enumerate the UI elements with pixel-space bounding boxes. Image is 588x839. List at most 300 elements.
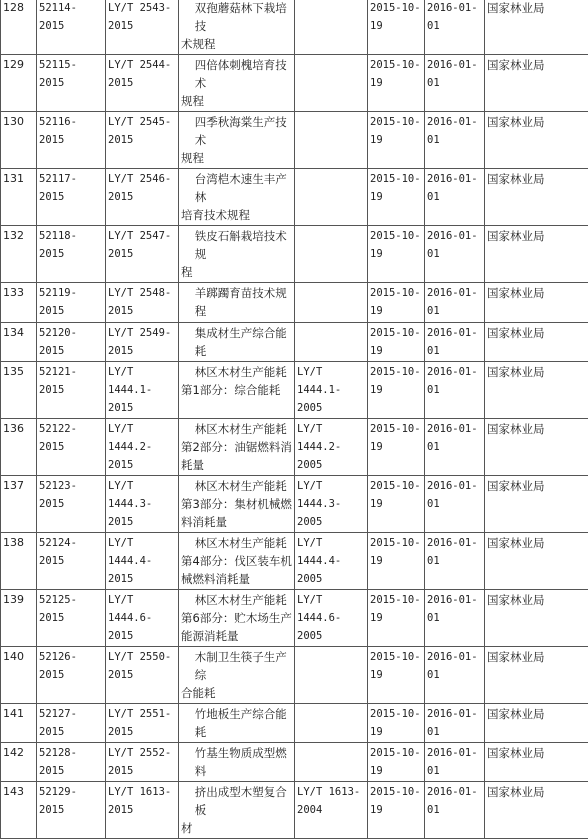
standard-title [179,704,295,743]
standard-number-line: 2015 [108,248,133,260]
implementation-date [425,743,485,782]
plan-code-line: 52119- [39,287,77,299]
department: 国家林业局 [485,743,588,782]
issue-date-line: 2015-10- [370,786,421,798]
replaced-standard-line: LY/T [297,537,322,549]
replaced-standard [295,782,368,839]
replaced-standard-line: LY/T [297,594,322,606]
plan-code [37,323,106,362]
implementation-date-line: 2016-01- [427,747,478,759]
implementation-date-line: 2016-01- [427,480,478,492]
plan-code-line: 2015 [39,77,64,89]
standard-number [106,419,179,476]
replaced-standard-line: 1444.6-2005 [297,612,341,642]
implementation-date [425,0,485,55]
standard-number-line: LY/T 2545- [108,116,171,128]
replaced-standard [295,226,368,283]
table-row [1,704,588,743]
table-row [1,590,588,647]
plan-code [37,704,106,743]
standard-number [106,226,179,283]
plan-code-line: 2015 [39,612,64,624]
table-row [1,533,588,590]
replaced-standard [295,590,368,647]
issue-date-line: 2015-10- [370,116,421,128]
standard-title [179,362,295,419]
implementation-date-line: 01 [427,191,440,203]
implementation-date-line: 01 [427,612,440,624]
standard-title [179,323,295,362]
standard-title-line: 林区木材生产能耗 [181,363,287,381]
standard-title-line: 程 [181,265,193,279]
implementation-date-line: 01 [427,384,440,396]
department: 国家林业局 [485,647,588,704]
issue-date [368,169,425,226]
plan-code-line: 2015 [39,726,64,738]
standard-title-line: 第6部分：贮木场生产 [181,611,292,625]
implementation-date-line: 2016-01- [427,287,478,299]
table-row [1,419,588,476]
implementation-date [425,533,485,590]
replaced-standard [295,419,368,476]
plan-code-line: 52121- [39,366,77,378]
implementation-date [425,476,485,533]
standard-number [106,55,179,112]
standard-number-line: LY/T [108,537,133,549]
standard-number [106,533,179,590]
standard-title-line: 第3部分：集材机械燃 [181,497,292,511]
plan-code-line: 52114- [39,2,77,14]
issue-date-line: 2015-10- [370,59,421,71]
standard-number-line: 2015 [108,134,133,146]
issue-date-line: 2015-10- [370,173,421,185]
implementation-date-line: 2016-01- [427,59,478,71]
standard-number-line: LY/T 2552- [108,747,171,759]
standard-title-line: 第2部分：油锯燃料消 [181,440,292,454]
standard-title-line: 合能耗 [181,686,216,700]
issue-date-line: 19 [370,305,383,317]
standard-number-line: 1444.6-2015 [108,612,152,642]
implementation-date-line: 01 [427,669,440,681]
standard-title-line: 双孢蘑菇林下栽培技 [181,0,292,35]
plan-code-line: 2015 [39,555,64,567]
plan-code-line: 52129- [39,786,77,798]
implementation-date [425,590,485,647]
issue-date [368,476,425,533]
issue-date-line: 19 [370,765,383,777]
implementation-date [425,362,485,419]
department: 国家林业局 [485,362,588,419]
standard-title-line: 林区木材生产能耗 [181,534,287,552]
implementation-date-line: 01 [427,345,440,357]
standard-number-line: LY/T 2547- [108,230,171,242]
table-row [1,476,588,533]
department: 国家林业局 [485,476,588,533]
issue-date-line: 19 [370,669,383,681]
department: 国家林业局 [485,419,588,476]
replaced-standard [295,0,368,55]
plan-code-line: 52126- [39,651,77,663]
plan-code [37,743,106,782]
replaced-standard [295,704,368,743]
plan-code [37,362,106,419]
standard-title-line: 竹基生物质成型燃料 [181,744,292,780]
standard-title-line: 械燃料消耗量 [181,572,250,586]
plan-code-line: 52117- [39,173,77,185]
standard-number [106,112,179,169]
implementation-date-line: 2016-01- [427,116,478,128]
replaced-standard [295,743,368,782]
issue-date [368,362,425,419]
issue-date-line: 19 [370,191,383,203]
standard-number-line: 2015 [108,345,133,357]
standard-title-line: 林区木材生产能耗 [181,420,287,438]
standard-number-line: LY/T 2549- [108,327,171,339]
implementation-date-line: 01 [427,441,440,453]
standard-title-line: 台湾桤木速生丰产林 [181,170,292,206]
standard-title [179,283,295,323]
standard-number-line: 1444.4-2015 [108,555,152,585]
plan-code-line: 52115- [39,59,77,71]
issue-date-line: 2015-10- [370,594,421,606]
department: 国家林业局 [485,169,588,226]
standard-number-line: LY/T 2544- [108,59,171,71]
issue-date-line: 2015-10- [370,423,421,435]
standard-number-line: 1444.1-2015 [108,384,152,414]
standard-title-line: 术规程 [181,37,216,51]
table-row [1,323,588,362]
replaced-standard-line: LY/T 1613- [297,786,360,798]
replaced-standard [295,55,368,112]
issue-date-line: 19 [370,345,383,357]
plan-code-line: 52124- [39,537,77,549]
implementation-date [425,647,485,704]
table-row [1,362,588,419]
issue-date-line: 19 [370,726,383,738]
plan-code-line: 52128- [39,747,77,759]
standard-title-line: 木制卫生筷子生产综 [181,648,292,684]
plan-code-line: 52116- [39,116,77,128]
issue-date [368,112,425,169]
department: 国家林业局 [485,112,588,169]
department: 国家林业局 [485,283,588,323]
plan-code-line: 2015 [39,498,64,510]
implementation-date-line: 01 [427,20,440,32]
implementation-date-line: 2016-01- [427,708,478,720]
row-number: 143 [1,782,37,839]
plan-code-line: 52118- [39,230,77,242]
table-row [1,112,588,169]
standard-title-line: 培育技术规程 [181,208,250,222]
plan-code [37,226,106,283]
standard-number-line: LY/T 2550- [108,651,171,663]
department: 国家林业局 [485,782,588,839]
standard-title-line: 规程 [181,151,204,165]
implementation-date [425,323,485,362]
plan-code [37,419,106,476]
issue-date-line: 19 [370,498,383,510]
standard-number [106,362,179,419]
standard-title-line: 材 [181,821,193,835]
standard-number [106,323,179,362]
standard-title [179,590,295,647]
standard-number-line: 2015 [108,669,133,681]
issue-date [368,743,425,782]
implementation-date [425,419,485,476]
implementation-date [425,112,485,169]
table-body [1,0,588,839]
plan-code-line: 2015 [39,765,64,777]
department: 国家林业局 [485,533,588,590]
issue-date-line: 2015-10- [370,747,421,759]
implementation-date-line: 01 [427,248,440,260]
standard-number-line: LY/T 2551- [108,708,171,720]
row-number: 128 [1,0,37,55]
issue-date-line: 2015-10- [370,287,421,299]
plan-code [37,533,106,590]
row-number: 140 [1,647,37,704]
department: 国家林业局 [485,0,588,55]
row-number: 133 [1,283,37,323]
standard-number [106,743,179,782]
issue-date [368,704,425,743]
plan-code-line: 2015 [39,345,64,357]
standard-title-line: 竹地板生产综合能耗 [181,705,292,741]
plan-code-line: 52127- [39,708,77,720]
implementation-date-line: 01 [427,77,440,89]
standard-title [179,533,295,590]
standard-title-line: 料消耗量 [181,515,227,529]
replaced-standard-line: LY/T [297,366,322,378]
issue-date [368,283,425,323]
issue-date [368,533,425,590]
plan-code-line: 2015 [39,134,64,146]
issue-date-line: 19 [370,384,383,396]
row-number: 129 [1,55,37,112]
standard-title-line: 挤出成型木塑复合板 [181,783,292,819]
standard-number [106,0,179,55]
issue-date-line: 2015-10- [370,651,421,663]
replaced-standard-line: 2004 [297,804,322,816]
plan-code [37,647,106,704]
row-number: 134 [1,323,37,362]
implementation-date-line: 2016-01- [427,786,478,798]
standard-number [106,476,179,533]
issue-date [368,590,425,647]
replaced-standard-line: 1444.3-2005 [297,498,341,528]
issue-date-line: 19 [370,804,383,816]
replaced-standard [295,533,368,590]
issue-date-line: 19 [370,555,383,567]
plan-code-line: 2015 [39,20,64,32]
implementation-date-line: 01 [427,726,440,738]
issue-date-line: 2015-10- [370,708,421,720]
replaced-standard-line: LY/T [297,423,322,435]
standard-number-line: LY/T [108,366,133,378]
plan-code-line: 2015 [39,804,64,816]
issue-date-line: 2015-10- [370,327,421,339]
issue-date-line: 2015-10- [370,366,421,378]
standard-number-line: 2015 [108,765,133,777]
plan-code [37,169,106,226]
standard-title-line: 羊踯躅育苗技术规程 [181,284,292,320]
issue-date [368,647,425,704]
implementation-date-line: 2016-01- [427,230,478,242]
row-number: 139 [1,590,37,647]
row-number: 138 [1,533,37,590]
standard-title [179,419,295,476]
standard-number [106,782,179,839]
standard-number-line: LY/T 2543- [108,2,171,14]
row-number: 136 [1,419,37,476]
implementation-date-line: 01 [427,498,440,510]
issue-date [368,55,425,112]
plan-code [37,0,106,55]
replaced-standard-line: 1444.1-2005 [297,384,341,414]
standard-number-line: 2015 [108,20,133,32]
plan-code [37,782,106,839]
standard-number-line: LY/T 2546- [108,173,171,185]
standard-number [106,647,179,704]
implementation-date-line: 2016-01- [427,366,478,378]
replaced-standard-line: 1444.2-2005 [297,441,341,471]
plan-code-line: 52120- [39,327,77,339]
plan-code [37,590,106,647]
standard-number-line: 2015 [108,804,133,816]
standard-title [179,782,295,839]
department: 国家林业局 [485,226,588,283]
implementation-date [425,226,485,283]
plan-code-line: 52122- [39,423,77,435]
plan-code [37,283,106,323]
row-number: 141 [1,704,37,743]
issue-date-line: 2015-10- [370,230,421,242]
issue-date-line: 19 [370,134,383,146]
standard-title-line: 四季秋海棠生产技术 [181,113,292,149]
implementation-date-line: 2016-01- [427,594,478,606]
implementation-date [425,283,485,323]
replaced-standard-line: LY/T [297,480,322,492]
standard-number-line: 2015 [108,726,133,738]
standard-title-line: 林区木材生产能耗 [181,477,287,495]
standard-number [106,169,179,226]
standard-number-line: LY/T [108,594,133,606]
issue-date-line: 19 [370,612,383,624]
standard-number-line: LY/T 1613- [108,786,171,798]
plan-code-line: 2015 [39,305,64,317]
department: 国家林业局 [485,704,588,743]
standard-title [179,476,295,533]
standard-number-line: LY/T [108,480,133,492]
implementation-date [425,704,485,743]
standard-number-line: LY/T [108,423,133,435]
standard-number-line: 2015 [108,191,133,203]
replaced-standard [295,647,368,704]
issue-date-line: 2015-10- [370,480,421,492]
standard-number [106,704,179,743]
issue-date-line: 19 [370,248,383,260]
row-number: 132 [1,226,37,283]
table-row [1,743,588,782]
department: 国家林业局 [485,323,588,362]
standard-title-line: 第4部分：伐区装车机 [181,554,292,568]
table-row [1,782,588,839]
standard-number-line: 1444.2-2015 [108,441,152,471]
issue-date-line: 2015-10- [370,2,421,14]
plan-code [37,476,106,533]
replaced-standard [295,362,368,419]
implementation-date [425,169,485,226]
standard-number [106,590,179,647]
implementation-date-line: 01 [427,804,440,816]
implementation-date-line: 01 [427,555,440,567]
replaced-standard [295,112,368,169]
implementation-date-line: 2016-01- [427,423,478,435]
implementation-date-line: 2016-01- [427,327,478,339]
table-row [1,283,588,323]
plan-code-line: 2015 [39,441,64,453]
table-row [1,226,588,283]
implementation-date-line: 2016-01- [427,173,478,185]
implementation-date-line: 01 [427,765,440,777]
standard-title [179,169,295,226]
standard-title [179,112,295,169]
replaced-standard [295,323,368,362]
standard-title-line: 铁皮石斛栽培技术规 [181,227,292,263]
plan-code-line: 2015 [39,384,64,396]
replaced-standard-line: 1444.4-2005 [297,555,341,585]
issue-date-line: 19 [370,441,383,453]
standard-number-line: 2015 [108,77,133,89]
department: 国家林业局 [485,55,588,112]
plan-code-line: 52125- [39,594,77,606]
standard-number-line: 2015 [108,305,133,317]
standard-title [179,226,295,283]
implementation-date [425,782,485,839]
table-row [1,169,588,226]
row-number: 142 [1,743,37,782]
plan-code-line: 52123- [39,480,77,492]
plan-code-line: 2015 [39,191,64,203]
row-number: 135 [1,362,37,419]
table-row [1,55,588,112]
plan-code [37,55,106,112]
implementation-date-line: 2016-01- [427,651,478,663]
row-number: 130 [1,112,37,169]
standard-number-line: 1444.3-2015 [108,498,152,528]
issue-date [368,323,425,362]
row-number: 131 [1,169,37,226]
issue-date [368,0,425,55]
standard-number-line: LY/T 2548- [108,287,171,299]
issue-date [368,419,425,476]
issue-date-line: 2015-10- [370,537,421,549]
table-row [1,0,588,55]
standard-title-line: 规程 [181,94,204,108]
issue-date-line: 19 [370,20,383,32]
replaced-standard [295,476,368,533]
standard-title-line: 四倍体刺槐培育技术 [181,56,292,92]
implementation-date-line: 2016-01- [427,2,478,14]
standard-title [179,55,295,112]
issue-date [368,226,425,283]
standard-title-line: 集成材生产综合能耗 [181,324,292,360]
row-number: 137 [1,476,37,533]
standard-title [179,0,295,55]
department: 国家林业局 [485,590,588,647]
standard-title [179,647,295,704]
table-row [1,647,588,704]
